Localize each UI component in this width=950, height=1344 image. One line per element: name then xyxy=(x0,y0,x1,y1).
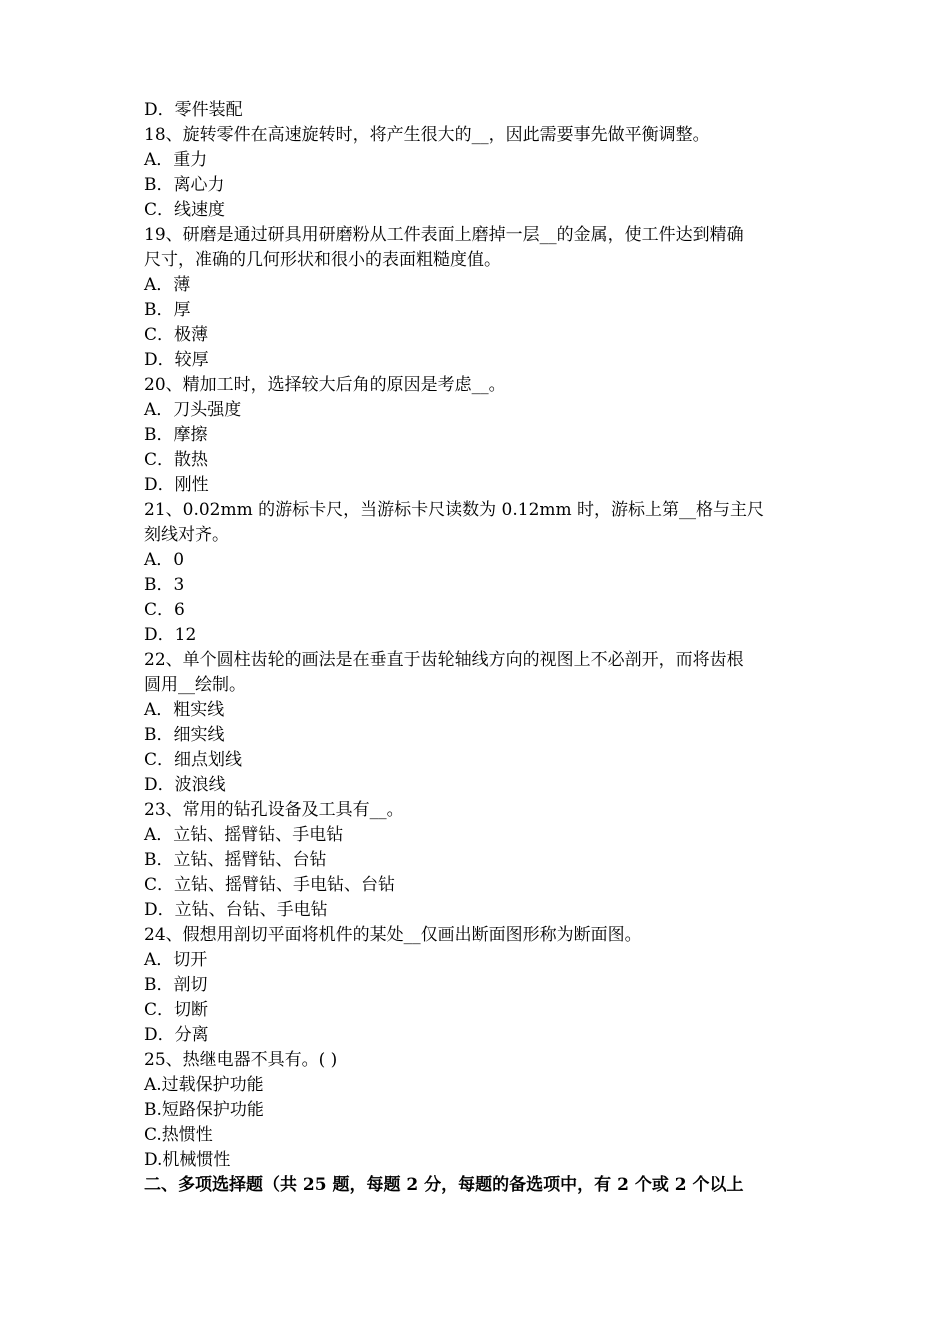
option-line: C．极薄 xyxy=(144,325,209,345)
option-line: A.过载保护功能 xyxy=(144,1075,264,1095)
option-line: C．散热 xyxy=(144,450,209,470)
question-continuation-line: 刻线对齐。 xyxy=(144,525,229,545)
option-line: A．重力 xyxy=(144,150,208,170)
option-line: C．6 xyxy=(144,600,185,620)
option-line: B．离心力 xyxy=(144,175,225,195)
option-line: D.机械惯性 xyxy=(144,1150,231,1170)
option-line: A．立钻、摇臂钻、手电钻 xyxy=(144,825,344,845)
option-line: D．分离 xyxy=(144,1025,209,1045)
option-line: D．刚性 xyxy=(144,475,209,495)
question-line: 22、单个圆柱齿轮的画法是在垂直于齿轮轴线方向的视图上不必剖开，而将齿根 xyxy=(144,650,744,670)
option-line: B.短路保护功能 xyxy=(144,1100,264,1120)
question-line: 24、假想用剖切平面将机件的某处__仅画出断面图形称为断面图。 xyxy=(144,925,642,945)
option-line: A．粗实线 xyxy=(144,700,225,720)
option-line: D．较厚 xyxy=(144,350,209,370)
question-line: 23、常用的钻孔设备及工具有__。 xyxy=(144,800,404,820)
question-line: 20、精加工时，选择较大后角的原因是考虑__。 xyxy=(144,375,506,395)
option-line: B．3 xyxy=(144,575,185,595)
question-line: 19、研磨是通过研具用研磨粉从工件表面上磨掉一层__的金属，使工件达到精确 xyxy=(144,225,744,245)
question-line: 25、热继电器不具有。( ) xyxy=(144,1050,338,1070)
question-continuation-line: 圆用__绘制。 xyxy=(144,675,246,695)
option-line: C．立钻、摇臂钻、手电钻、台钻 xyxy=(144,875,396,895)
option-line: B．剖切 xyxy=(144,975,208,995)
option-line: C．切断 xyxy=(144,1000,209,1020)
option-line: B．细实线 xyxy=(144,725,225,745)
question-line: 18、旋转零件在高速旋转时，将产生很大的__，因此需要事先做平衡调整。 xyxy=(144,125,710,145)
question-continuation-line: 尺寸，准确的几何形状和很小的表面粗糙度值。 xyxy=(144,250,501,270)
option-line: C.热惯性 xyxy=(144,1125,213,1145)
option-line: A．0 xyxy=(144,550,185,570)
option-line: D．立钻、台钻、手电钻 xyxy=(144,900,328,920)
option-line: C．细点划线 xyxy=(144,750,243,770)
section-heading: 二、多项选择题（共 25 题，每题 2 分，每题的备选项中，有 2 个或 2 个以上 xyxy=(144,1175,744,1195)
document-page xyxy=(144,98,810,1198)
option-line: A．切开 xyxy=(144,950,208,970)
question-line: 21、0.02mm 的游标卡尺，当游标卡尺读数为 0.12mm 时，游标上第__格与主尺 xyxy=(144,500,765,520)
option-line: B．摩擦 xyxy=(144,425,208,445)
option-line: B．立钻、摇臂钻、台钻 xyxy=(144,850,327,870)
option-line: C．线速度 xyxy=(144,200,226,220)
option-line: D．波浪线 xyxy=(144,775,226,795)
option-line: B．厚 xyxy=(144,300,191,320)
option-line: D．零件装配 xyxy=(144,100,243,120)
option-line: D．12 xyxy=(144,625,197,645)
option-line: A．刀头强度 xyxy=(144,400,242,420)
option-line: A．薄 xyxy=(144,275,191,295)
